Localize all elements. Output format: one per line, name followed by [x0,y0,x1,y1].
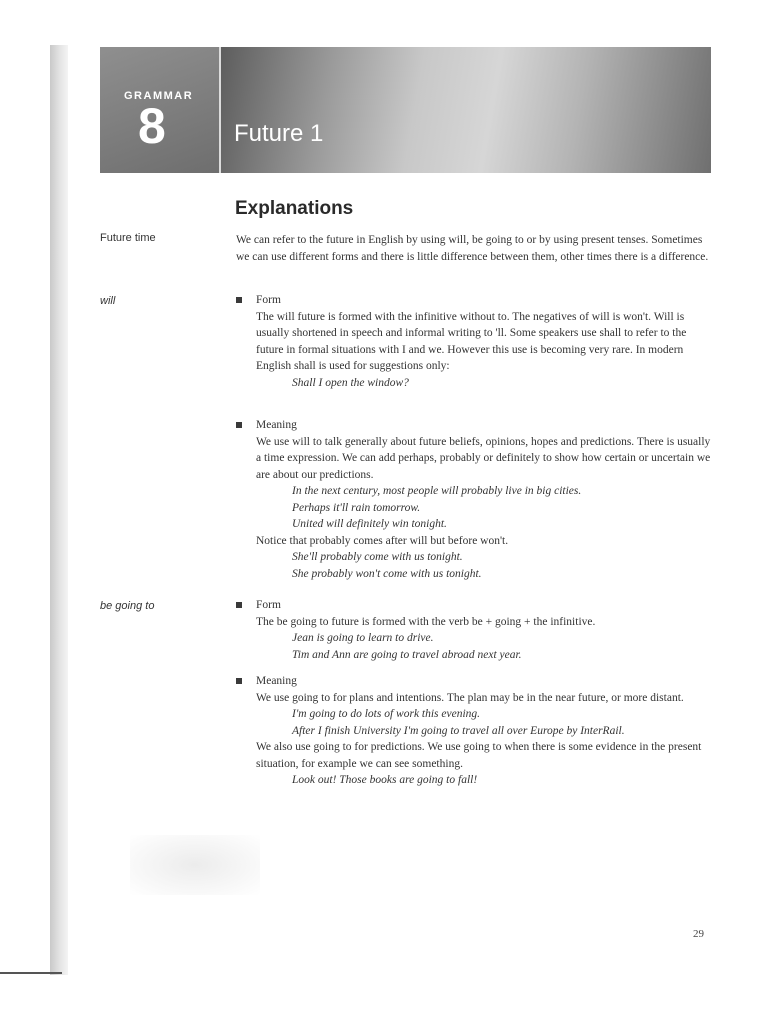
example-sentence: Shall I open the window? [292,376,409,389]
header-divider [219,47,221,173]
will-meaning-paragraph: We use will to talk generally about future beliefs, opinions, hopes and predictions. There is usually a time expression. We can add perhaps, probably or definitely to show how certain or uncertain we are about our predictions. [256,435,711,481]
be-going-to-form-section [236,597,712,663]
example-sentence: United will definitely win tonight. [292,518,447,530]
bullet-square [236,678,242,684]
bullet-square [236,422,242,428]
notice-paragraph: Notice that probably comes after will but before won't. [256,534,509,547]
section-heading: Explanations [235,198,354,219]
will-form-paragraph: The will future is formed with the infinitive without to. The negatives of will is won't. Will is usually shortened in speech and informal writing to 'll. Some speakers use shall to refer to the future in formal situations with I and we. However this use is becoming very rare. In modern English shall is used for suggestions only: [256,310,687,372]
margin-note-be-going-to: be going to [100,600,155,612]
faded-print-smudge [130,835,260,895]
example-sentence: Tim and Ann are going to travel abroad next year. [292,648,522,661]
example-sentence: I'm going to do lots of work this evening. [292,708,481,720]
will-meaning-section [236,417,712,582]
bullet-square [236,297,242,303]
be-going-to-prediction-paragraph: We also use going to for predictions. We use going to when there is some evidence in the present situation, for example we can see something. [256,741,702,770]
bullet-label: Form [256,294,281,306]
be-going-to-form-paragraph: The be going to future is formed with the verb be + going + the infinitive. [256,615,596,628]
example-sentence: Perhaps it'll rain tomorrow. [292,501,421,514]
example-sentence: In the next century, most people will probably live in big cities. [292,485,582,497]
book-spine-shadow [50,45,68,975]
margin-note-future-time: Future time [100,232,156,244]
example-sentence: She'll probably come with us tonight. [292,551,463,563]
unit-title: Future 1 [234,120,324,147]
example-sentence: After I finish University I'm going to travel all over Europe by InterRail. [292,724,625,737]
unit-header-banner [100,47,711,173]
future-time-paragraph: We can refer to the future in English by using will, be going to or by using present tenses. Sometimes we can use different forms and there is little difference between them, other times there is a difference. [236,234,709,263]
margin-note-will: will [100,295,116,307]
be-going-to-meaning-paragraph: We use going to for plans and intentions. The plan may be in the near future, or more distant. [256,691,684,704]
bullet-label: Form [256,599,281,611]
bullet-label: Meaning [256,419,297,431]
page-number: 29 [693,928,704,940]
be-going-to-meaning-section [236,673,712,789]
grammar-label: GRAMMAR [124,90,194,102]
header-photo [221,47,711,173]
example-sentence: She probably won't come with us tonight. [292,567,482,580]
example-sentence: Jean is going to learn to drive. [292,632,434,644]
unit-number: 8 [138,98,166,154]
example-sentence: Look out! Those books are going to fall! [292,774,478,786]
will-form-section [236,292,712,391]
bottom-rule [0,972,62,974]
bullet-label: Meaning [256,675,297,687]
bullet-square [236,602,242,608]
